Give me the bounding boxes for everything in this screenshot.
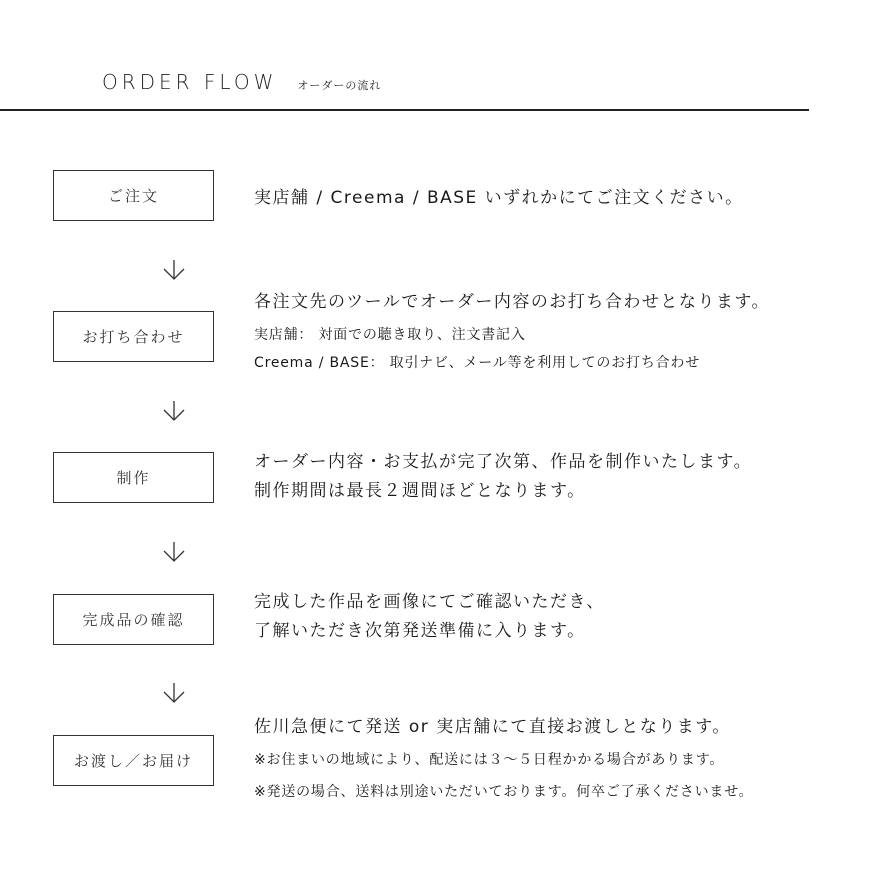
- step-text: 了解いただき次第発送準備に入ります。: [254, 621, 586, 641]
- arrow-down-icon: [162, 681, 186, 705]
- header-divider: [0, 109, 809, 111]
- step-label: お渡し／お届け: [73, 752, 193, 770]
- step-label: 制作: [116, 469, 151, 487]
- step-label: お打ち合わせ: [82, 328, 185, 346]
- step-note: Creema / BASE： 取引ナビ、メール等を利用してのお打ち合わせ: [254, 355, 701, 371]
- page-title: ORDER FLOW: [102, 70, 278, 94]
- step-text: 各注文先のツールでオーダー内容のお打ち合わせとなります。: [254, 292, 770, 312]
- step-description-delivery: [254, 713, 753, 806]
- step-description-confirmation: [254, 588, 605, 646]
- step-note: 実店舗： 対面での聴き取り、注文書記入: [254, 327, 526, 343]
- step-text: オーダー内容・お支払が完了次第、作品を制作いたします。: [254, 452, 753, 472]
- page-header: [102, 70, 381, 94]
- step-label: ご注文: [107, 187, 159, 205]
- step-box-consultation: [53, 311, 214, 362]
- arrow-down-icon: [162, 540, 186, 564]
- arrow-down-icon: [162, 258, 186, 282]
- page-subtitle: オーダーの流れ: [297, 79, 382, 92]
- step-note: ※発送の場合、送料は別途いただいております。何卒ご了承くださいませ。: [254, 784, 754, 800]
- step-text: 完成した作品を画像にてご確認いただき、: [254, 592, 605, 612]
- step-box-order: [53, 170, 214, 221]
- arrow-down-icon: [162, 399, 186, 423]
- step-text: 佐川急便にて発送 or 実店舗にて直接お渡しとなります。: [254, 717, 731, 737]
- step-label: 完成品の確認: [82, 611, 185, 629]
- step-text: 制作期間は最長２週間ほどとなります。: [254, 481, 586, 501]
- step-description-consultation: [254, 288, 770, 377]
- step-description-production: [254, 448, 752, 506]
- step-box-delivery: [53, 735, 214, 786]
- step-note: ※お住まいの地域により、配送には３～５日程かかる場合があります。: [254, 752, 725, 768]
- step-box-production: [53, 452, 214, 503]
- step-description-order: [254, 184, 744, 213]
- step-text: 実店舗 / Creema / BASE いずれかにてご注文ください。: [254, 188, 744, 208]
- step-box-confirmation: [53, 594, 214, 645]
